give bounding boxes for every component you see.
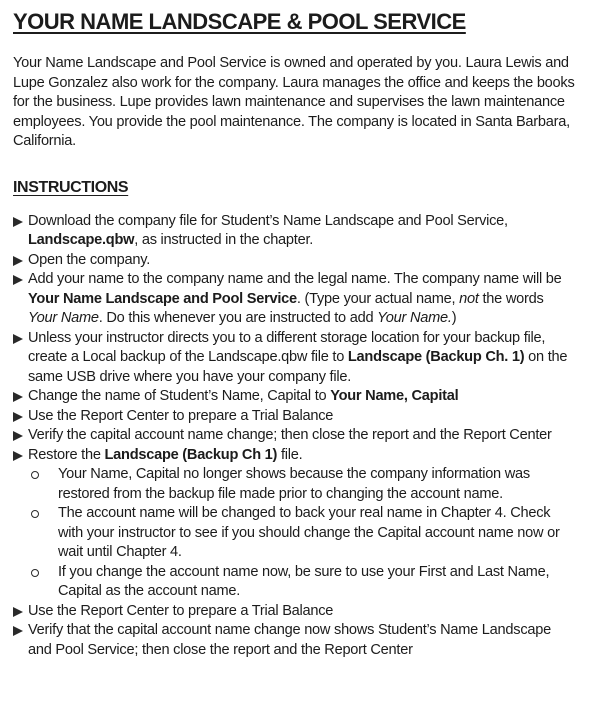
instruction-step — [13, 387, 576, 407]
instruction-step — [13, 407, 576, 427]
sub-list-item — [13, 563, 576, 602]
step-text: Restore the — [28, 446, 105, 463]
instruction-step — [13, 270, 576, 329]
triangle-bullet-icon — [13, 431, 23, 441]
triangle-bullet-icon — [13, 256, 23, 266]
sub-list-item — [13, 504, 576, 563]
step-text: on the same USB drive where you have your company file. — [28, 349, 568, 385]
triangle-bullet-icon — [13, 412, 23, 422]
step-text: file. — [277, 446, 303, 463]
instruction-list — [13, 212, 576, 466]
instruction-step — [13, 251, 576, 271]
circle-bullet-icon — [31, 569, 39, 577]
triangle-bullet-icon — [13, 275, 23, 285]
page-title: YOUR NAME LANDSCAPE & POOL SERVICE — [13, 9, 466, 34]
step-bold-text: Landscape.qbw — [28, 232, 135, 248]
step-italic-text: not — [459, 290, 479, 307]
circle-bullet-icon — [31, 471, 39, 479]
triangle-bullet-icon — [13, 217, 23, 227]
step-text: Open the company. — [28, 251, 151, 268]
step-text: Use the Report Center to prepare a Trial Balance — [28, 407, 334, 424]
triangle-bullet-icon — [13, 607, 23, 617]
triangle-bullet-icon — [13, 626, 23, 636]
step-italic-text: Your Name. — [377, 310, 452, 326]
sub-item-text: The account name will be changed to back your real name in Chapter 4. Check with your instructor to see if you should change the Capital account name now or wait until Chapter 4. — [58, 505, 560, 560]
step-text: ) — [451, 310, 457, 326]
instructions-heading: INSTRUCTIONS — [13, 178, 129, 196]
step-text: Verify the capital account name change; then close the report and the Report Center — [28, 427, 552, 443]
sub-item-text: Your Name, Capital no longer shows because the company information was restored from the backup file made prior to changing the account name. — [58, 466, 530, 502]
instruction-step — [13, 329, 576, 388]
step-text: Use the Report Center to prepare a Trial Balance — [28, 602, 334, 619]
step-text: Download the company file for Student’s Name Landscape and Pool Service, — [28, 212, 508, 229]
sub-list-item — [13, 465, 576, 504]
triangle-bullet-icon — [13, 392, 23, 402]
instruction-step — [13, 426, 576, 446]
circle-bullet-icon — [31, 510, 39, 518]
step-text: Unless your instructor directs you to a different storage location for your backup file, create a Local backup of the Landscape.qbw file to — [28, 329, 546, 365]
triangle-bullet-icon — [13, 334, 23, 344]
step-text: . Do this whenever you are instructed to add — [98, 310, 378, 326]
instruction-step — [13, 212, 576, 251]
step-text: Verify that the capital account name change now shows Student’s Name Landscape and Pool Service; then close the report and the Report Center — [28, 622, 551, 658]
intro-paragraph: Your Name Landscape and Pool Service is owned and operated by you. Laura Lewis and Lupe Gonzalez also work for the company. Laura manages the office and keeps the books for the business. Lupe provides lawn maintenance and supervises the lawn maintenance employees. You provide the pool maintenance. The company is located in Santa Barbara, California. — [13, 55, 575, 149]
instruction-step — [13, 621, 576, 660]
step-text: Add your name to the company name and the legal name. The company name will be — [28, 271, 562, 287]
instruction-list-continued — [13, 602, 576, 661]
instruction-step — [13, 446, 576, 466]
triangle-bullet-icon — [13, 451, 23, 461]
step-text: Change the name of Student’s Name, Capital to — [28, 388, 331, 404]
step-bold-text: Your Name Landscape and Pool Service — [28, 290, 297, 307]
instruction-step — [13, 602, 576, 622]
sub-item-text: If you change the account name now, be sure to use your First and Last Name, Capital as the account name. — [58, 563, 550, 599]
step-bold-text: Landscape (Backup Ch 1) — [104, 446, 278, 463]
step-bold-text: Your Name, Capital — [330, 388, 459, 404]
step-bold-text: Landscape (Backup Ch. 1) — [347, 349, 525, 365]
step-text: . (Type your actual name, — [296, 290, 460, 307]
step-text: the words — [478, 290, 544, 307]
step-italic-text: Your Name — [28, 310, 99, 326]
step-text: , as instructed in the chapter. — [134, 232, 314, 248]
sub-list — [13, 465, 576, 602]
